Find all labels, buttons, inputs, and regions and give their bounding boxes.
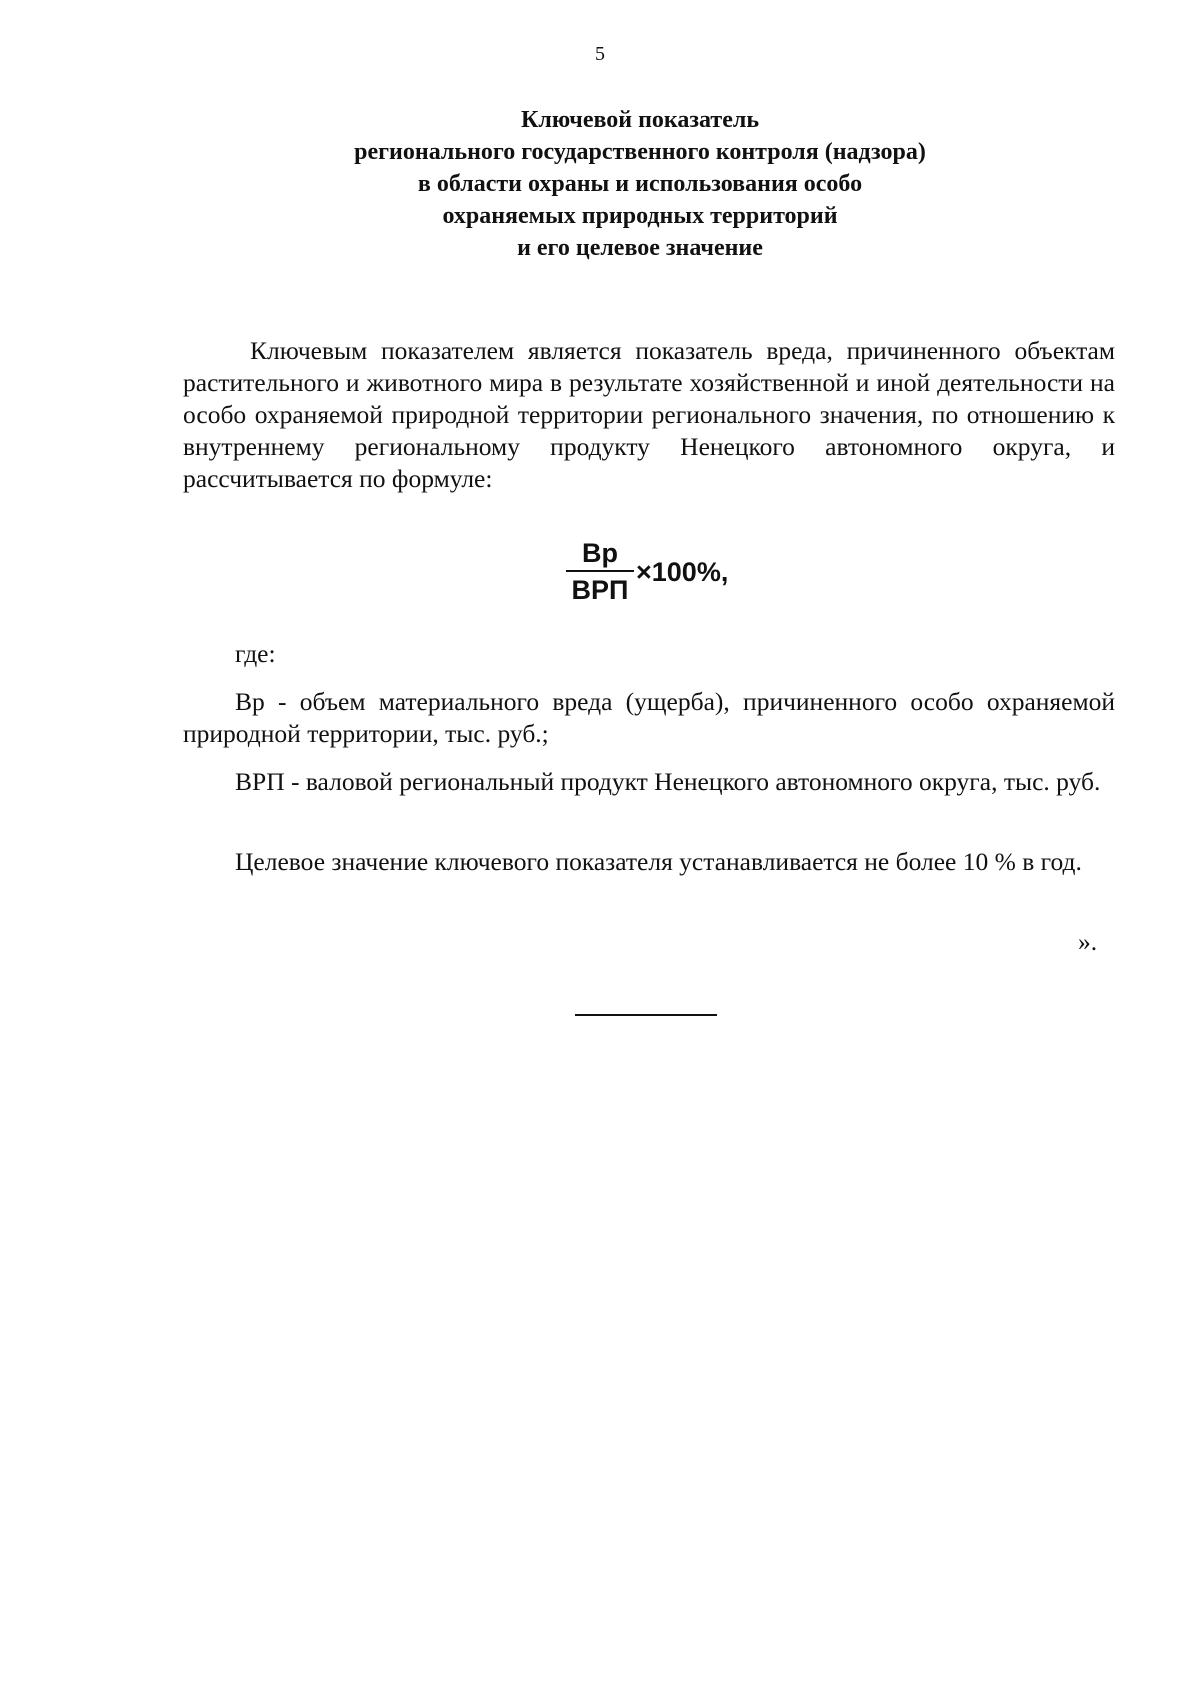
title-line: и его целевое значение — [517, 235, 763, 261]
closing-quote: ». — [1078, 927, 1098, 956]
definition-vrp: ВРП - валовой региональный продукт Ненецкого автономного округа, тыс. руб. — [235, 767, 1101, 796]
title-line: регионального государственного контроля (надзора) — [354, 139, 926, 165]
where-label: где: — [235, 639, 276, 668]
title-line: Ключевой показатель — [520, 107, 760, 133]
end-divider — [575, 1014, 717, 1016]
target-paragraph: Целевое значение ключевого показателя устанавливается не более 10 % в год. — [235, 847, 1082, 876]
formula-multiplier: ×100%, — [636, 557, 729, 587]
page-number: 5 — [595, 43, 605, 65]
title-line: в области охраны и использования особо — [417, 171, 863, 197]
formula-denominator: ВРП — [571, 575, 629, 605]
formula-fraction — [566, 538, 634, 606]
document-title — [250, 104, 1030, 264]
formula-numerator: Вр — [582, 538, 618, 568]
intro-paragraph: Ключевым показателем является показатель вреда, причиненного объектам растительного и животного мира в результате хозяйственной и иной деятельности на особо охраняемой природной территории регионального значения, по отношению к внутреннему региональному продукту Ненецкого автономного округа, и рассчитывается по формуле: — [183, 336, 1115, 493]
definition-vr: Вр - объем материального вреда (ущерба), причиненного особо охраняемой природной территории, тыс. руб.; — [183, 687, 1115, 748]
fraction-bar — [566, 570, 634, 572]
title-line: охраняемых природных территорий — [442, 203, 838, 229]
